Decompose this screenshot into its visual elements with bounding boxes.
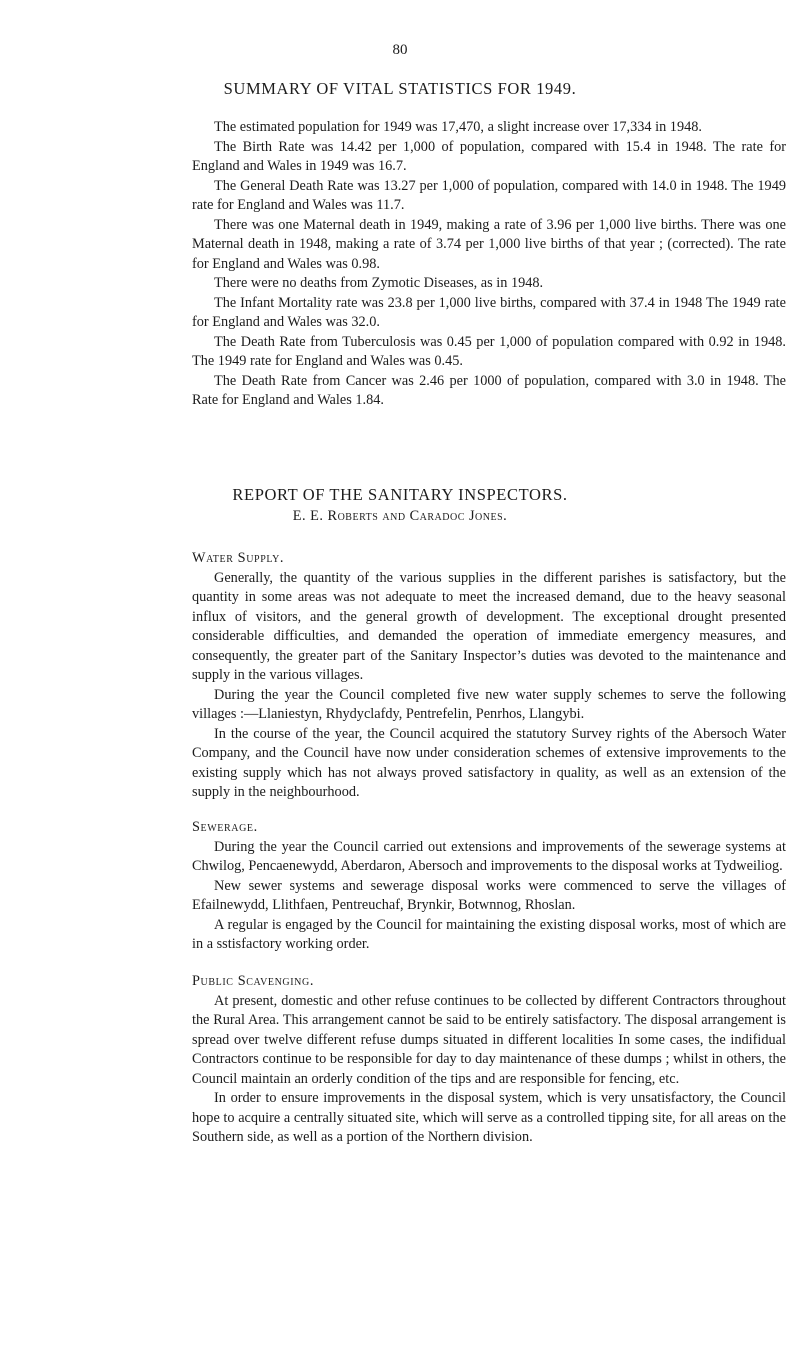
summary-paragraph-birth-rate: The Birth Rate was 14.42 per 1,000 of population, compared with 15.4 in 1948. The rate for England and Wales in 1949 was 16.7. [192,138,786,174]
public-scavenging-section [192,972,786,1148]
sewerage-section [192,818,786,955]
scavenging-paragraph: At present, domestic and other refuse continues to be collected by different Contractors throughout the Rural Area. This arrangement cannot be said to be entirely satisfactory. The disposal arrangement is spread over twelve different refuse dumps situated in different localities In some cases, the indifidual Contractors continue to be responsible for day to day maintenance of these dumps ; whilst in others, the Council maintain an orderly condition of the tips and are responsible for fencing, etc. [192,992,786,1087]
water-paragraph: Generally, the quantity of the various supplies in the different parishes is satisfactory, but the quantity in some areas was not adequate to meet the increased demand, due to the heavy seasonal influx of visitors, and the general growth of development. The exceptional drought presented considerable difficulties, and demanded the operation of immediate emergency measures, and consequently, the greater part of the Sanitary Inspector’s duties was devoted to the maintenance and supply in the various villages. [192,569,786,683]
summary-paragraph-zymotic: There were no deaths from Zymotic Diseases, as in 1948. [214,275,544,291]
water-supply-section [192,549,786,803]
report-authors: E. E. Roberts and Caradoc Jones. [292,508,508,524]
summary-paragraph-death-rate: The General Death Rate was 13.27 per 1,000 of population, compared with 14.0 in 1948. The 1949 rate for England and Wales was 11.7. [192,177,786,213]
sewerage-heading: Sewerage. [192,819,258,835]
page-number: 80 [392,42,408,58]
sewerage-paragraph: A regular is engaged by the Council for maintaining the existing disposal works, most of which are in a sstisfactory working order. [192,916,786,952]
water-paragraph: In the course of the year, the Council acquired the statutory Survey rights of the Abersoch Water Company, and the Council have now under consideration schemes of extensive improvements to the existing supply which has not always proved satisfactory in quality, as well as an extension of the supply in the neighbourhood. [192,725,786,800]
summary-paragraph-maternal: There was one Maternal death in 1949, making a rate of 3.96 per 1,000 live births. There was one Maternal death in 1948, making a rate of 3.74 per 1,000 live births of that year ; (corrected). The rate for England and Wales was 0.98. [192,216,786,272]
public-scavenging-heading: Public Scavenging. [192,973,315,989]
water-supply-heading: Water Supply. [192,550,285,566]
summary-paragraph-population: The estimated population for 1949 was 17,470, a slight increase over 17,334 in 1948. [214,119,702,135]
report-title: REPORT OF THE SANITARY INSPECTORS. [232,485,568,504]
summary-paragraph-tuberculosis: The Death Rate from Tuberculosis was 0.45 per 1,000 of population compared with 0.92 in 1948. The 1949 rate for England and Wales was 0.45. [192,333,786,369]
summary-paragraph-cancer: The Death Rate from Cancer was 2.46 per 1000 of population, compared with 3.0 in 1948. The Rate for England and Wales 1.84. [192,372,786,408]
summary-section [192,118,786,411]
summary-title: SUMMARY OF VITAL STATISTICS FOR 1949. [223,79,577,98]
summary-paragraph-infant-mortality: The Infant Mortality rate was 23.8 per 1,000 live births, compared with 37.4 in 1948 The 1949 rate for England and Wales was 32.0. [192,294,786,330]
scavenging-paragraph: In order to ensure improvements in the disposal system, which is very unsatisfactory, the Council hope to acquire a centrally situated site, which will serve as a controlled tipping site, for all areas on the Southern side, as well as a portion of the Northern division. [192,1090,786,1145]
water-paragraph: During the year the Council completed five new water supply schemes to serve the following villages :—Llaniestyn, Rhydyclafdy, Pentrefelin, Penrhos, Llangybi. [192,686,786,722]
sewerage-paragraph: New sewer systems and sewerage disposal works were commenced to serve the villages of Efailnewydd, Llithfaen, Pentreuchaf, Brynkir, Botwnnog, Rhoslan. [192,877,786,913]
sewerage-paragraph: During the year the Council carried out extensions and improvements of the sewerage systems at Chwilog, Pencaenewydd, Aberdaron, Abersoch and improvements to the disposal works at Tydweiliog. [192,838,786,874]
